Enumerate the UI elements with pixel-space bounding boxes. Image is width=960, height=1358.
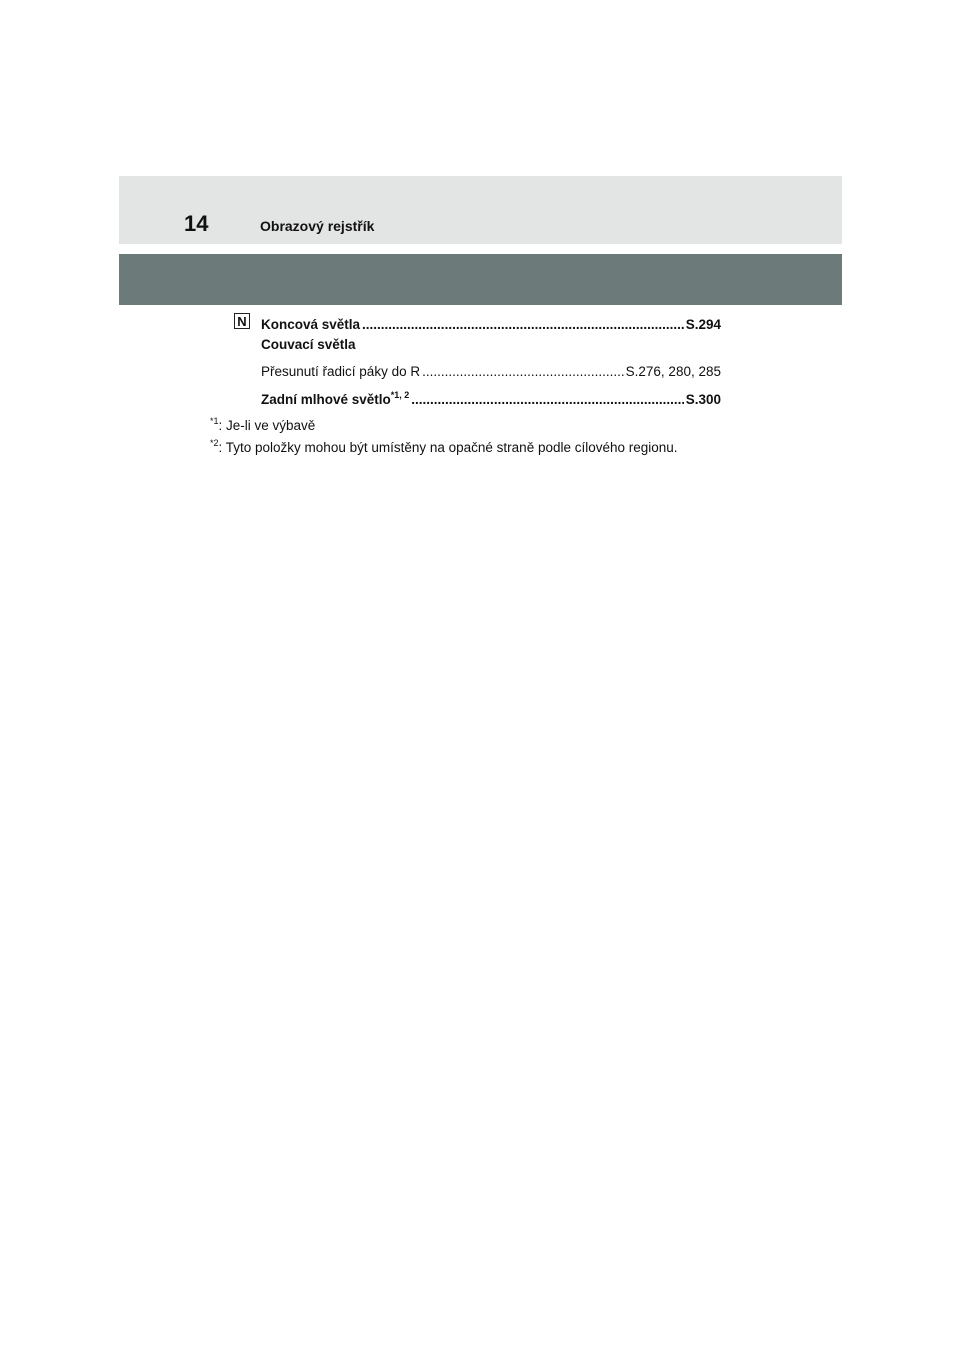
leader-dots xyxy=(422,364,624,380)
footnote-text: : Tyto položky mohou být umístěny na opačné straně podle cílového regionu. xyxy=(218,440,678,455)
page-reference[interactable]: S.300 xyxy=(685,392,721,407)
leader-dots xyxy=(362,317,684,333)
index-entry[interactable] xyxy=(261,317,721,333)
index-entry[interactable] xyxy=(261,364,721,380)
entry-label: Couvací světla xyxy=(261,337,356,352)
index-entry-heading xyxy=(261,337,721,353)
footnote-marker: *1, 2 xyxy=(390,390,410,400)
footnote-marker: *2 xyxy=(210,438,219,448)
page-reference[interactable]: S.276, 280, 285 xyxy=(625,364,721,379)
footnote xyxy=(210,440,678,456)
footnote-text: : Je-li ve výbavě xyxy=(218,418,316,433)
index-entry[interactable] xyxy=(261,392,721,408)
leader-dots xyxy=(411,392,683,408)
title-band xyxy=(119,254,842,305)
entry-label: Koncová světla xyxy=(261,317,361,332)
header-band xyxy=(119,176,842,244)
entry-label: Přesunutí řadicí páky do R xyxy=(261,364,421,379)
footnote xyxy=(210,418,315,434)
section-title: Obrazový rejstřík xyxy=(260,218,375,234)
footnote-marker: *1 xyxy=(210,416,219,426)
page-number: 14 xyxy=(184,211,209,236)
index-letter-box: N xyxy=(234,313,250,329)
entry-label: Zadní mlhové světlo$^{*1, 2}$ xyxy=(261,390,410,407)
page-reference[interactable]: S.294 xyxy=(685,317,721,332)
